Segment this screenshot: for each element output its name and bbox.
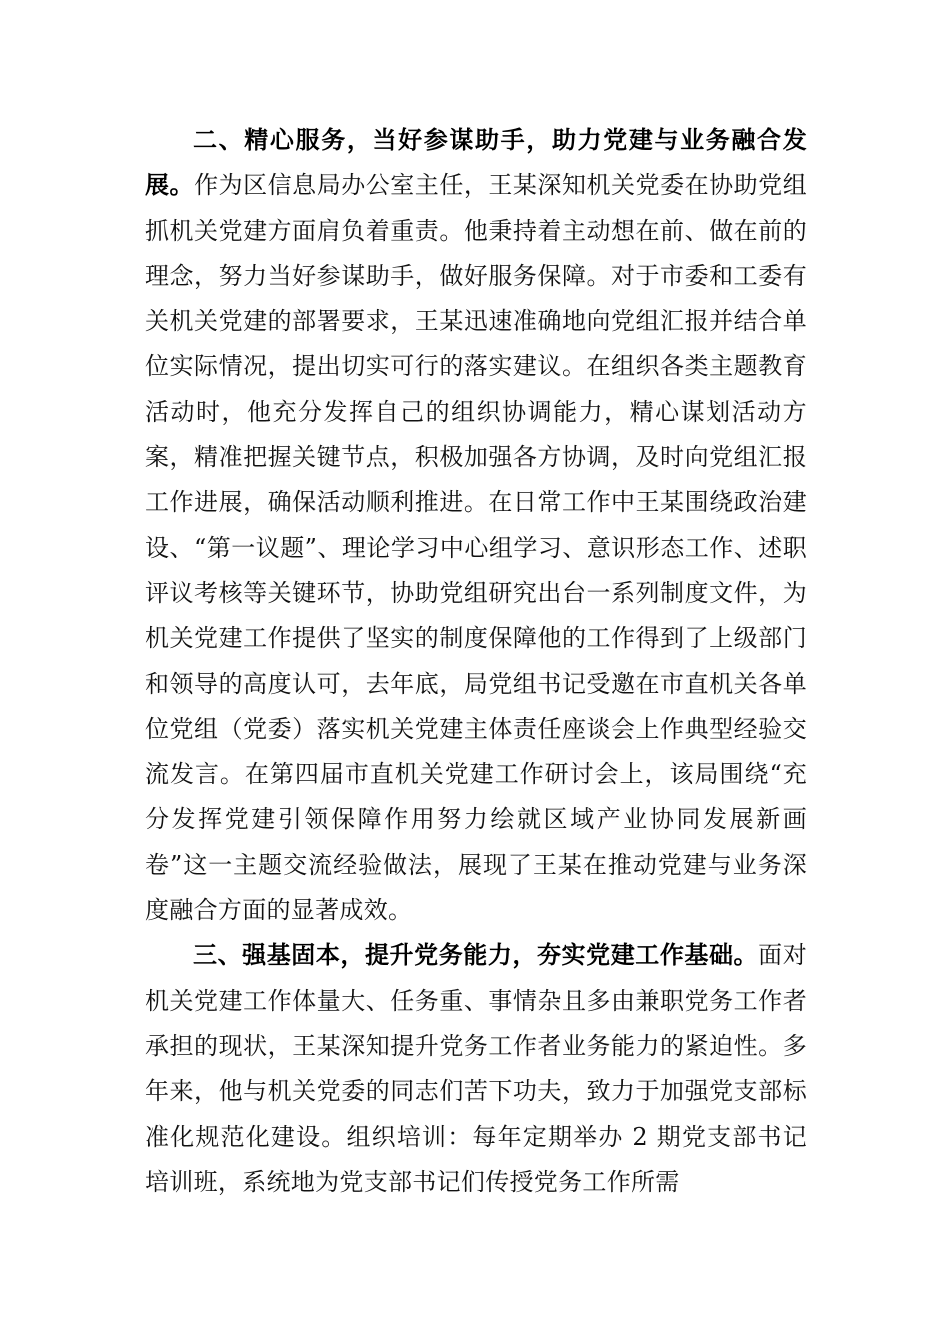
section-body-2: 作为区信息局办公室主任，王某深知机关党委在协助党组抓机关党建方面肩负着重责。他秉持着主动想在前、做在前的理念，努力当好参谋助手，做好服务保障。对于市委和工委有关机关党建的部署要求，王某迅速准确地向党组汇报并结合单位实际情况，提出切实可行的落实建议。在组织各类主题教育活动时，他充分发挥自己的组织协调能力，精心谋划活动方案，精准把握关键节点，积极加强各方协调，及时向党组汇报工作进展，确保活动顺利推进。在日常工作中王某围绕政治建设、“第一议题”、理论学习中心组学习、意识形态工作、述职评议考核等关键环节，协助党组研究出台一系列制度文件，为机关党建工作提供了坚实的制度保障他的工作得到了上级部门和领导的高度认可，去年底，局党组书记受邀在市直机关各单位党组（党委）落实机关党建主体责任座谈会上作典型经验交流发言。在第四届市直机关党建工作研讨会上，该局围绕“充分发挥党建引领保障作用努力绘就区域产业协同发展新画卷”这一主题交流经验做法，展现了王某在推动党建与业务深度融合方面的显著成效。 [145, 171, 807, 925]
paragraph-service [145, 118, 807, 933]
document-body [145, 118, 807, 1205]
section-body-3: 面对机关党建工作体量大、任务重、事情杂且多由兼职党务工作者承担的现状，王某深知提升党务工作者业务能力的紧迫性。多年来，他与机关党委的同志们苦下功夫，致力于加强党支部标准化规范化建设。组织培训：每年定期举办 2 期党支部书记培训班，系统地为党支部书记们传授党务工作所需 [145, 941, 807, 1196]
paragraph-foundation [145, 933, 807, 1205]
section-heading-2: 二、精心服务，当好参谋助手，助力党建与业务融合发展。 [145, 126, 807, 200]
section-heading-3: 三、强基固本，提升党务能力，夯实党建工作基础。 [193, 941, 759, 970]
